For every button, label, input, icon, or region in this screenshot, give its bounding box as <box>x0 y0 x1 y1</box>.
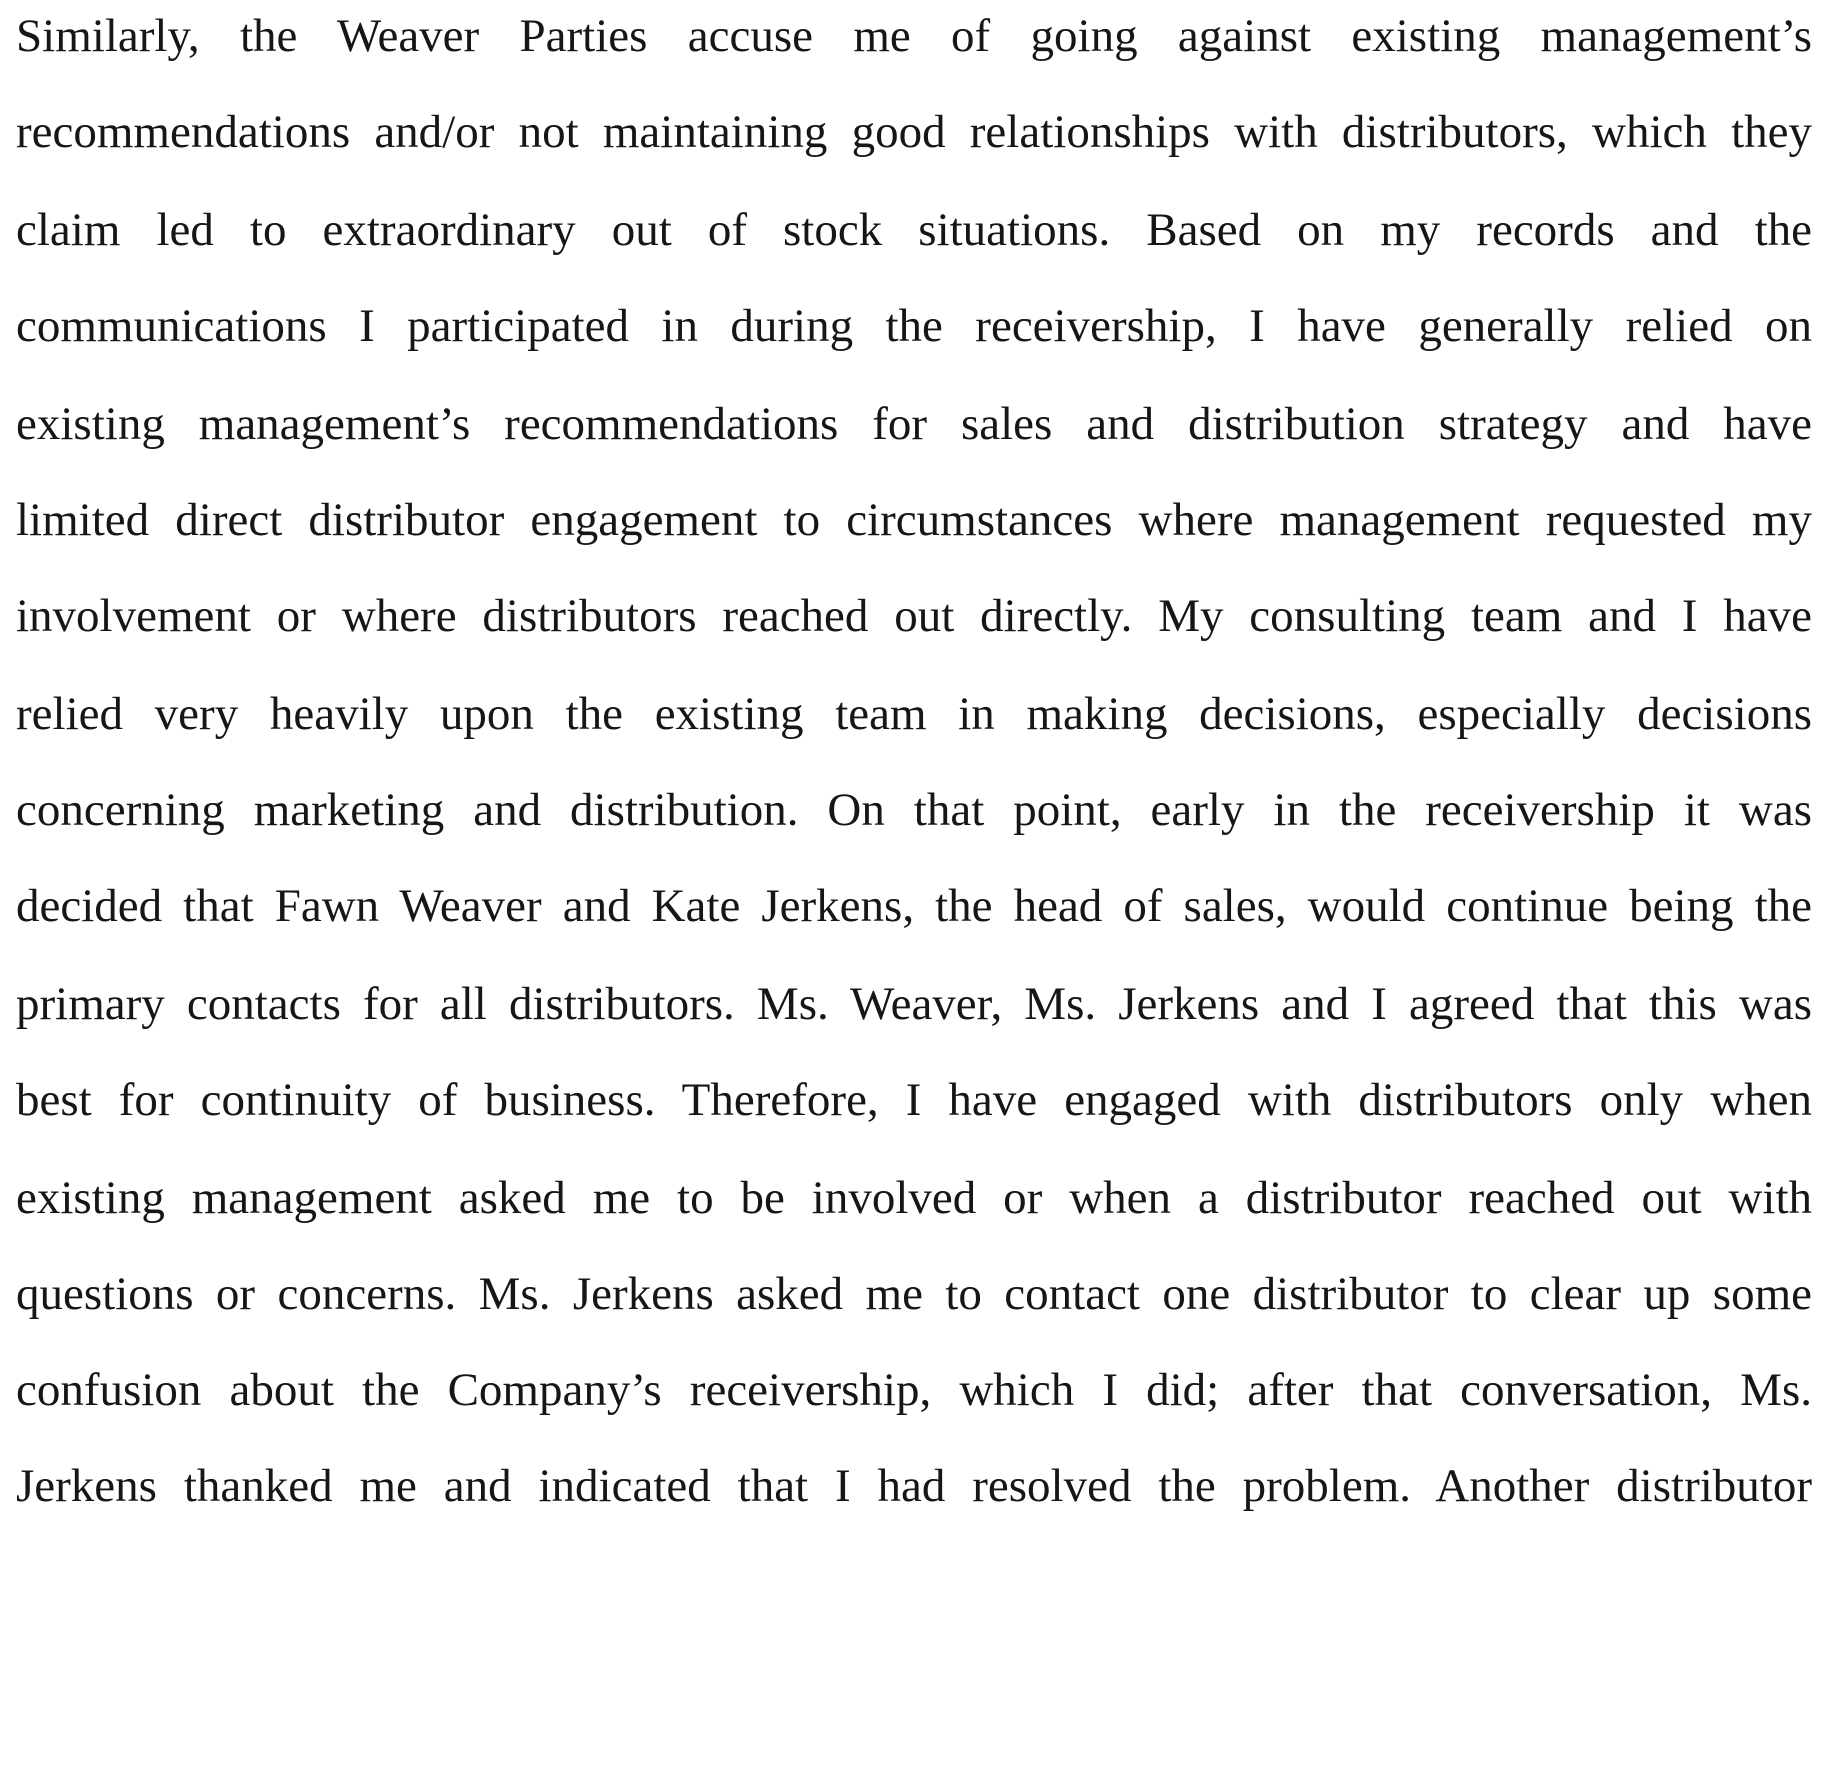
text-line: limited direct distributor engagement to circumstances where management requested my <box>16 494 1812 546</box>
text-line: concerning marketing and distribution. On that point, early in the receivership it was <box>16 784 1812 836</box>
text-line: questions or concerns. Ms. Jerkens asked me to contact one distributor to clear up some <box>16 1268 1812 1320</box>
text-line: recommendations and/or not maintaining good relationships with distributors, which they <box>16 106 1812 158</box>
text-line: relied very heavily upon the existing team in making decisions, especially decisions <box>16 688 1812 740</box>
text-line: claim led to extraordinary out of stock situations. Based on my records and the <box>16 204 1812 256</box>
text-line: Jerkens thanked me and indicated that I had resolved the problem. Another distributor <box>16 1460 1812 1512</box>
text-line: communications I participated in during the receivership, I have generally relied on <box>16 300 1812 352</box>
text-line: primary contacts for all distributors. Ms. Weaver, Ms. Jerkens and I agreed that this was <box>16 978 1812 1030</box>
text-line: Similarly, the Weaver Parties accuse me of going against existing management’s <box>16 10 1812 62</box>
text-line: existing management asked me to be involved or when a distributor reached out with <box>16 1172 1812 1224</box>
text-line: involvement or where distributors reached out directly. My consulting team and I have <box>16 590 1812 642</box>
text-line: best for continuity of business. Therefore, I have engaged with distributors only when <box>16 1074 1812 1126</box>
text-line: existing management’s recommendations for sales and distribution strategy and have <box>16 398 1812 450</box>
text-line: decided that Fawn Weaver and Kate Jerkens, the head of sales, would continue being the <box>16 880 1812 932</box>
text-line: confusion about the Company’s receivership, which I did; after that conversation, Ms. <box>16 1364 1812 1416</box>
